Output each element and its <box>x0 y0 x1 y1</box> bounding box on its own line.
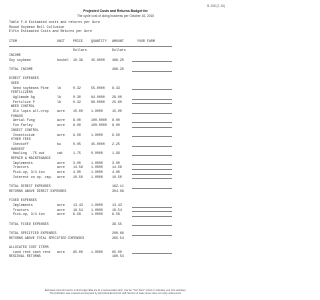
row-unit: lb <box>57 85 61 90</box>
row-amount: 38.55 <box>112 221 122 226</box>
row-item-label: Implements <box>9 202 33 207</box>
row-price: 9.50 <box>73 132 81 137</box>
row-item-label: Tractors <box>9 165 29 170</box>
row-quantity: 1.0000 <box>91 249 103 254</box>
column-header-unit: UNIT <box>57 38 65 43</box>
row-quantity: 1.0000 <box>91 160 103 165</box>
row-unit: lb <box>57 99 61 104</box>
row-item-label: Interest on op. cap. <box>9 174 53 179</box>
row-item-label: Tractors <box>9 207 29 212</box>
table-body <box>9 53 223 259</box>
column-header-quantity: QUANTITY <box>91 38 107 43</box>
footer-note: This publication was reviewed and prepared by Agricultural Economics staff. Mention of trade names does not imply endorsement. <box>49 293 182 296</box>
total-row <box>9 254 223 259</box>
row-item-label: FERTILIZERS <box>9 90 33 95</box>
row-price: 0.32 <box>73 99 81 104</box>
row-item-label: TOTAL DIRECT EXPENSES <box>9 184 51 189</box>
row-amount: 8.00 <box>112 118 120 123</box>
row-quantity: 1.0000 <box>91 165 103 170</box>
row-amount: 466.20 <box>112 66 124 71</box>
row-quantity: 45.0000 <box>91 57 105 62</box>
row-amount: 9.50 <box>112 132 120 137</box>
row-item-label: Soy soybean <box>9 57 31 62</box>
row-item-label: REPAIR & MAINTENANCE <box>9 155 51 160</box>
row-unit: acre <box>57 212 65 217</box>
row-unit: acre <box>57 207 65 212</box>
row-item-label: Pick-up, 3/4 ton <box>9 170 45 174</box>
page-footer <box>10 290 221 296</box>
row-unit: acre <box>57 123 65 128</box>
row-item-label: Aglimade Ag <box>9 95 35 99</box>
row-item-label: TOTAL FIXED EXPENSES <box>9 221 49 226</box>
row-quantity: 1.0000 <box>91 174 103 179</box>
row-unit: acre <box>57 174 65 179</box>
row-item-label: TOTAL INCOME <box>9 66 33 71</box>
row-quantity: 1.0000 <box>91 170 103 174</box>
row-quantity: 1.0000 <box>91 109 103 114</box>
row-unit: acre <box>57 118 65 123</box>
row-amount: 200.66 <box>112 230 124 235</box>
row-item-label: OTHER FEES <box>9 137 31 142</box>
row-unit: acre <box>57 249 65 254</box>
row-item-label: Land rent cash rent <box>9 249 51 254</box>
row-amount: 15.00 <box>112 109 122 114</box>
row-price: 0.32 <box>73 85 81 90</box>
row-item-label: Insecticide <box>9 132 35 137</box>
row-item-label: FUNGUS <box>9 113 23 118</box>
row-item-label: RESIDUAL RETURNS <box>9 254 41 259</box>
row-amount: 6.58 <box>112 212 120 217</box>
row-quantity: 100.0000 <box>91 123 107 128</box>
row-quantity: 55.0000 <box>91 85 105 90</box>
row-price: 85.00 <box>73 249 83 254</box>
row-amount: 25.60 <box>112 99 122 104</box>
page-title: Projected Costs and Returns Budget for <box>83 9 148 13</box>
row-price: 6.58 <box>73 212 81 217</box>
row-item-label: SEED <box>9 80 19 85</box>
row-item-label: Fun Farley <box>9 123 33 128</box>
row-amount: 3.00 <box>112 160 120 165</box>
subheader-dollars: Dollars <box>112 48 126 53</box>
column-header-item: ITEM <box>9 38 17 43</box>
row-amount: 8.00 <box>112 123 120 128</box>
row-item-label: Pick-up, 3/4 ton <box>9 212 45 217</box>
caption-line: Table F-8 Estimated costs and returns per Acre <box>9 20 101 24</box>
document-code: B-158 (2-16) <box>207 4 225 8</box>
row-amount: 304.09 <box>112 188 124 193</box>
row-item-label: FIXED EXPENSES <box>9 198 37 203</box>
row-quantity: 1.0000 <box>91 207 103 212</box>
row-price: 13.43 <box>73 202 83 207</box>
row-price: 4.00 <box>73 170 81 174</box>
row-amount: 466.20 <box>112 57 124 62</box>
header-divider <box>9 46 172 47</box>
row-item-label: HARVEST <box>9 146 25 151</box>
caption-line: Elfin Estimated Costs and Returns per Acre <box>9 29 93 34</box>
row-item-label: Checkoff <box>9 141 29 146</box>
row-unit: acre <box>57 132 65 137</box>
footer-note: Estimated costs and returns in this budget table are for a representative farm. Use the "Your Farm" column to calculate your own estimates. <box>44 290 187 293</box>
row-unit: acre <box>57 109 65 114</box>
row-price: 0.05 <box>73 141 81 146</box>
row-item-label: ALLOCATED COST ITEMS <box>9 245 49 249</box>
row-quantity: 45.0000 <box>91 141 105 146</box>
row-price: 1.75 <box>73 151 81 156</box>
row-price: 15.00 <box>73 109 83 114</box>
row-item-label: Fertilize P <box>9 99 35 104</box>
row-quantity: 100.0000 <box>91 118 107 123</box>
row-item-label: Implements <box>9 160 33 165</box>
row-item-label: TOTAL SPECIFIED EXPENSES <box>9 230 57 235</box>
row-item-label: INSECT CONTROL <box>9 127 39 132</box>
row-amount: 265.54 <box>112 235 124 240</box>
column-header-price: PRICE <box>73 38 83 43</box>
row-amount: 85.00 <box>112 249 122 254</box>
row-price: 8.00 <box>73 118 81 123</box>
row-amount: 1.99 <box>112 151 120 156</box>
row-item-label: Seed soybeans Pine <box>9 85 49 90</box>
row-item-label: RETURNS ABOVE DIRECT EXPENSES <box>9 188 67 193</box>
row-unit: cwt <box>57 151 63 156</box>
row-amount: 180.54 <box>112 254 124 259</box>
page-subtitle: The cycle cost of doing business per October 16, 2015 <box>76 13 155 18</box>
column-header-your-farm: YOUR FARM <box>137 38 155 43</box>
row-quantity: 0.0000 <box>91 151 103 156</box>
row-unit: acre <box>57 170 65 174</box>
row-amount: 10.50 <box>112 174 122 179</box>
row-item-label: INCOME <box>9 52 21 57</box>
row-price: 14.58 <box>73 165 83 170</box>
column-header-amount: AMOUNT <box>112 38 124 43</box>
row-amount: 162.11 <box>112 184 124 189</box>
row-price: 3.00 <box>73 160 81 165</box>
row-item-label: Hauling .75 cwt <box>9 151 45 156</box>
row-quantity: 1.0000 <box>91 212 103 217</box>
row-unit: acre <box>57 165 65 170</box>
row-quantity: 84.0000 <box>91 95 105 99</box>
row-amount: 18.54 <box>112 207 122 212</box>
row-amount: 4.00 <box>112 170 120 174</box>
caption-line: Round Soybean Boll Collusion <box>9 24 65 29</box>
row-unit: acre <box>57 160 65 165</box>
row-amount: 28.00 <box>112 95 122 99</box>
row-price: 8.00 <box>73 123 81 128</box>
row-quantity: 80.0000 <box>91 99 105 104</box>
row-unit: acre <box>57 202 65 207</box>
row-amount: 14.58 <box>112 165 122 170</box>
row-item-label: DIRECT EXPENSES <box>9 76 39 81</box>
row-quantity: 1.0000 <box>91 132 103 137</box>
row-amount: 2.25 <box>112 141 120 146</box>
row-price: 18.54 <box>73 207 83 212</box>
subheader-dollars: Dollars <box>73 48 87 53</box>
row-price: 0.30 <box>73 95 81 99</box>
row-price: 10.50 <box>73 174 83 179</box>
row-price: 10.36 <box>73 57 83 62</box>
row-unit: bushel <box>57 57 69 62</box>
budget-table <box>9 20 223 259</box>
row-amount: 8.43 <box>112 85 120 90</box>
row-unit: lb <box>57 95 61 99</box>
row-amount: 13.43 <box>112 202 122 207</box>
row-item-label: Aerial Fung <box>9 118 35 123</box>
row-item-label: WEED CONTROL <box>9 104 35 109</box>
row-item-label: RETURNS ABOVE TOTAL SPECIFIED EXPENSES <box>9 235 85 240</box>
row-quantity: 1.0000 <box>91 202 103 207</box>
row-unit: bu <box>57 141 61 146</box>
row-item-label: Glo lupin all-crop <box>9 109 49 114</box>
